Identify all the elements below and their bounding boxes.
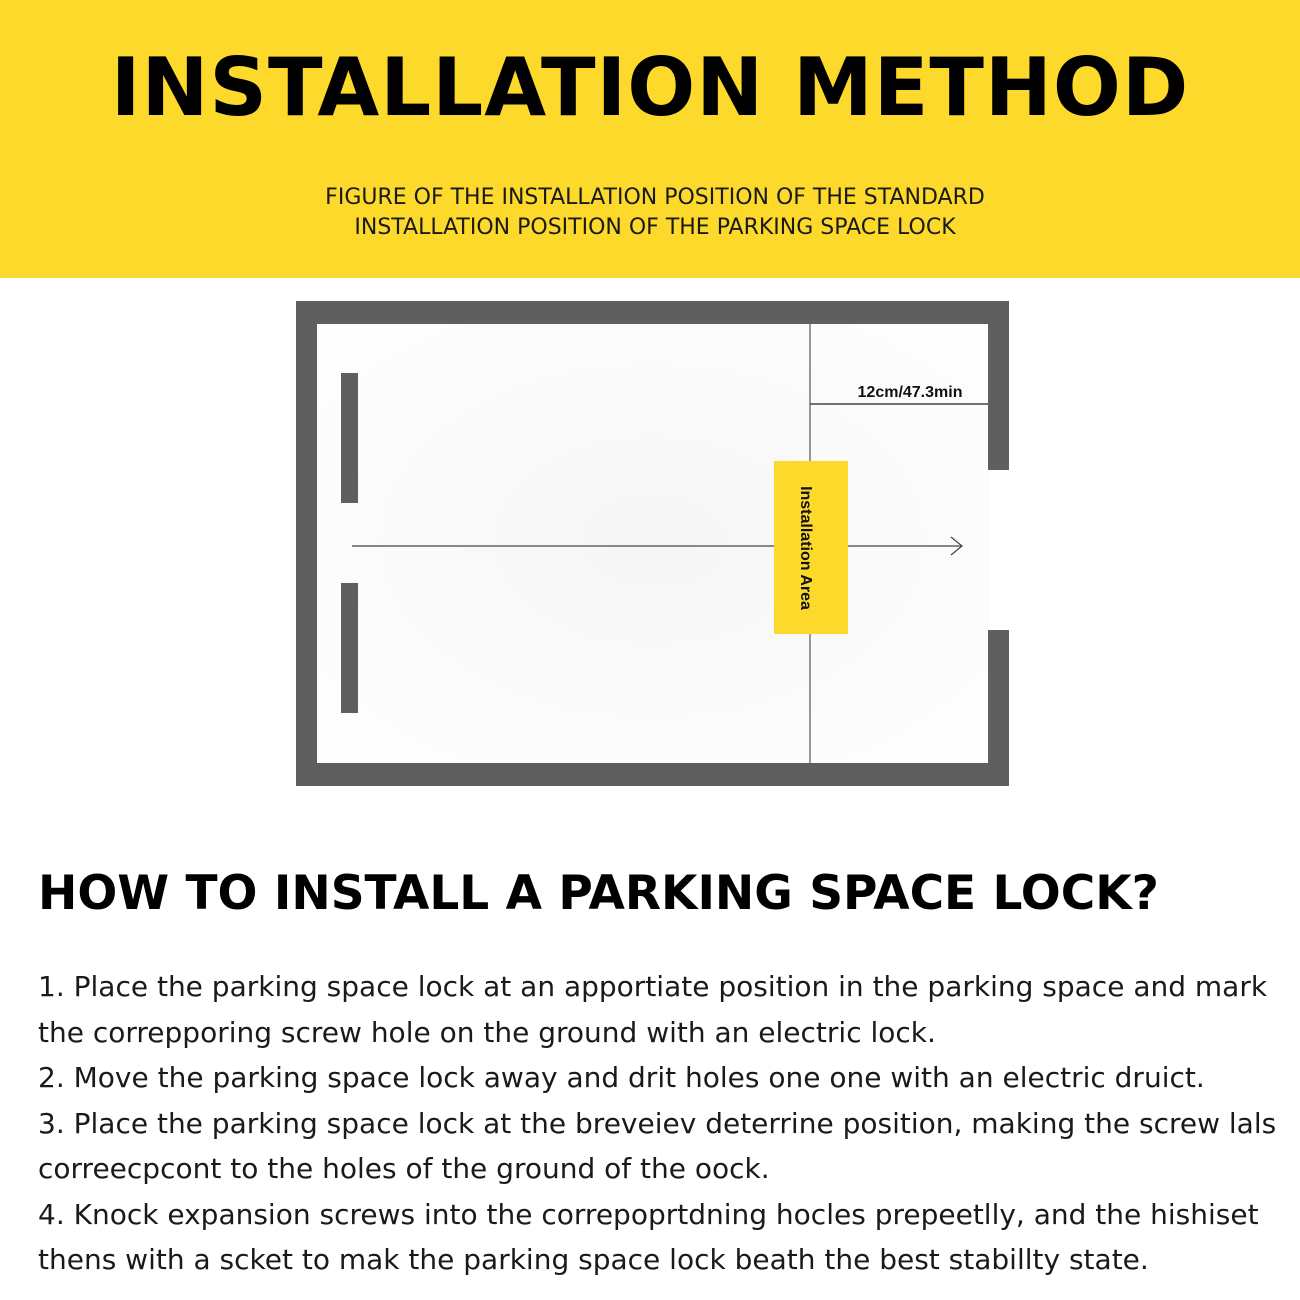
parking-space-diagram xyxy=(0,278,1300,838)
measurement-label: 12cm/47.3min xyxy=(857,384,963,401)
left-marker-lower xyxy=(341,583,358,713)
subtitle-line-1: FIGURE OF THE INSTALLATION POSITION OF THE STANDARD xyxy=(325,185,985,210)
instruction-steps xyxy=(38,964,1288,1283)
step-3: 3. Place the parking space lock at the breveiev deterrine position, making the screw lals correecpcont to the holes of the ground of the oock. xyxy=(38,1106,1277,1185)
subtitle-line-2: INSTALLATION POSITION OF THE PARKING SPACE LOCK xyxy=(354,215,956,240)
diagram-subtitle xyxy=(0,183,1300,243)
frame-right-lower xyxy=(988,630,1009,786)
left-marker-upper xyxy=(341,373,358,503)
page-title: INSTALLATION METHOD xyxy=(110,41,1190,134)
instructions-heading: HOW TO INSTALL A PARKING SPACE LOCK? xyxy=(38,866,1159,921)
frame-top xyxy=(296,301,1009,324)
frame-right-upper xyxy=(988,301,1009,470)
installation-area-label: Installation Area xyxy=(796,486,814,610)
step-2: 2. Move the parking space lock away and drit holes one one with an electric druict. xyxy=(38,1061,1205,1094)
header-banner xyxy=(0,0,1300,278)
step-4: 4. Knock expansion screws into the correpoprtdning hocles prepeetlly, and the hishiset thens with a scket to mak the parking space lock beath the best stabillty state. xyxy=(38,1197,1259,1276)
step-1: 1. Place the parking space lock at an apportiate position in the parking space and mark the correpporing screw hole on the ground with an electric lock. xyxy=(38,970,1268,1049)
frame-bottom xyxy=(296,763,1009,786)
frame-left xyxy=(296,301,317,786)
